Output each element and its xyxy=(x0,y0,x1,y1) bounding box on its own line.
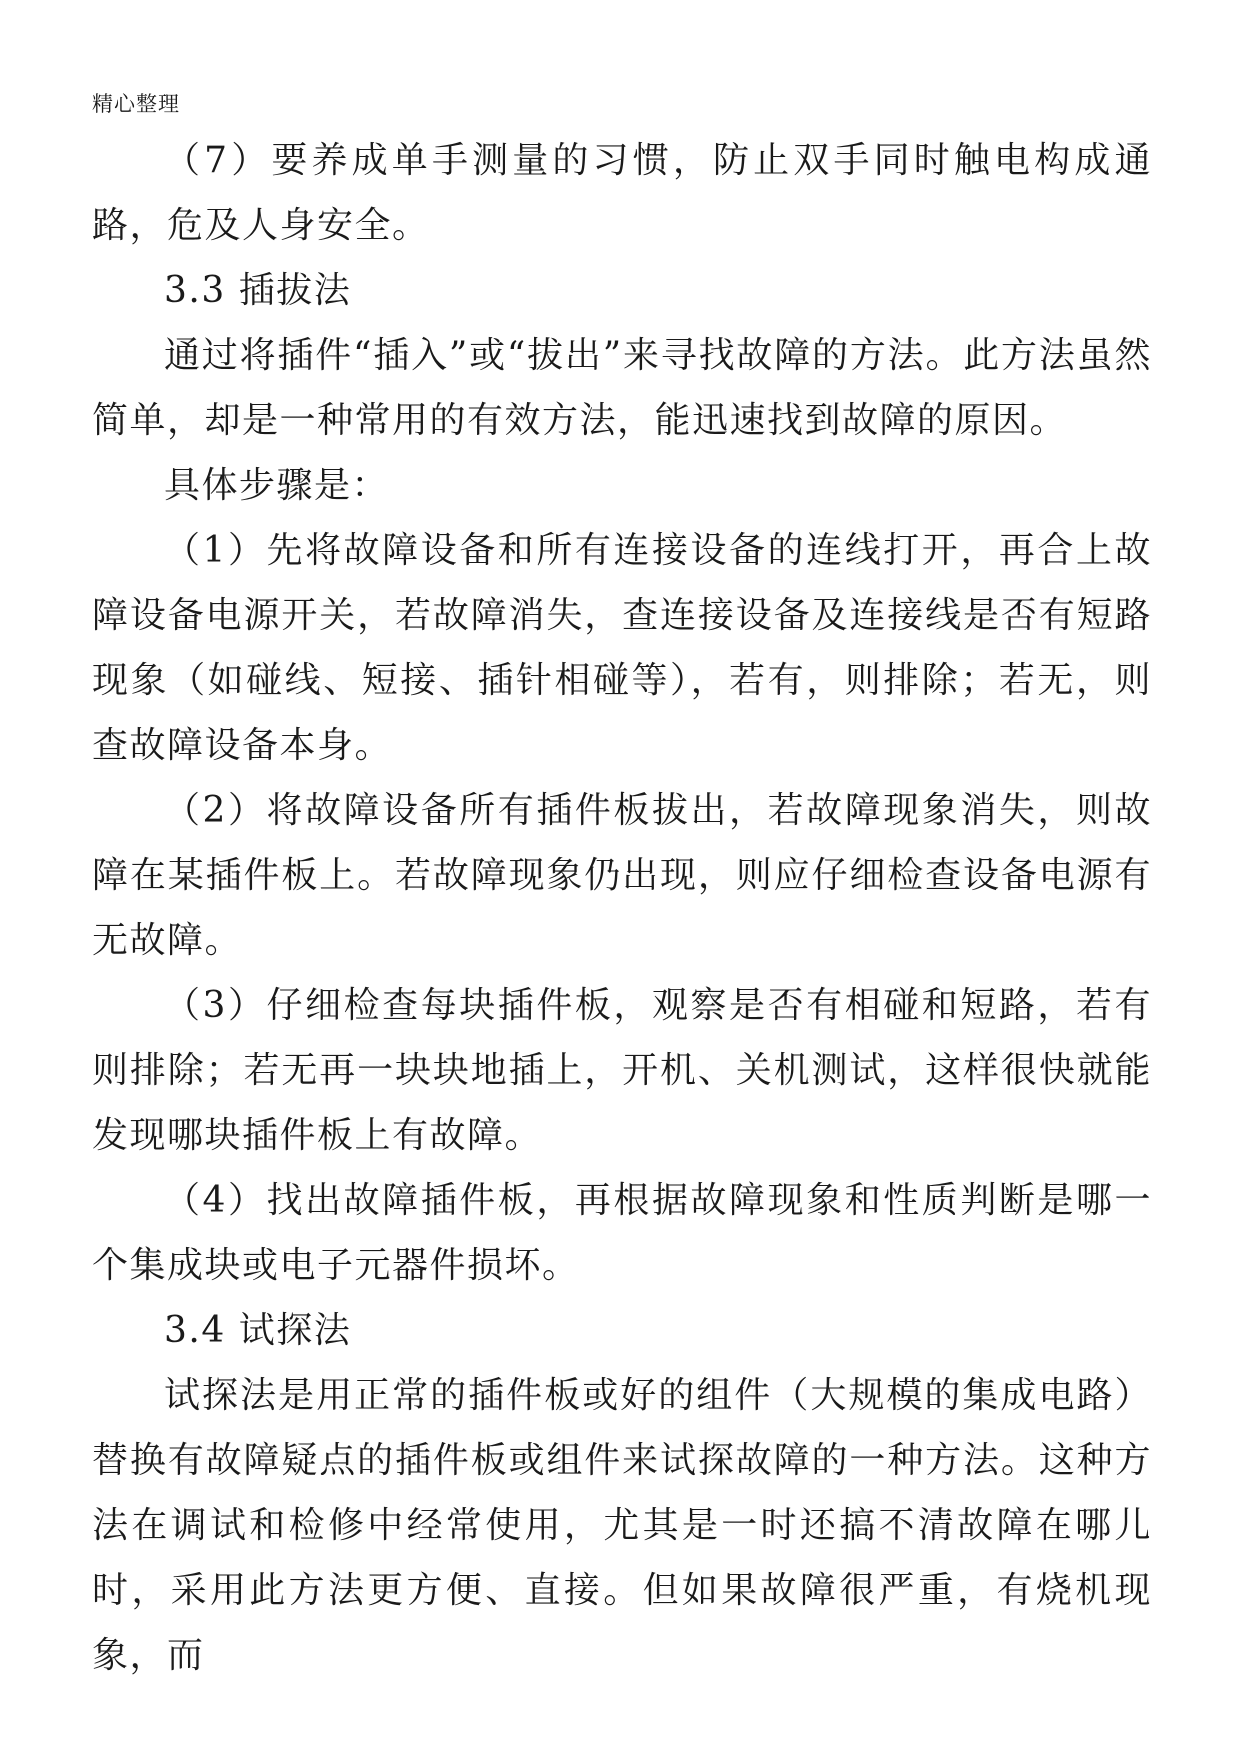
paragraph-step-1: （1）先将故障设备和所有连接设备的连线打开，再合上故障设备电源开关，若故障消失，查连接设备及连接线是否有短路现象（如碰线、短接、插针相碰等），若有，则排除；若无，则查故障设备本身。 xyxy=(92,530,1152,766)
paragraph-item-7: （7）要养成单手测量的习惯，防止双手同时触电构成通路，危及人身安全。 xyxy=(92,140,1152,246)
document-body xyxy=(92,128,1152,1688)
paragraph-plug-method-intro: 通过将插件“插入”或“拔出”来寻找故障的方法。此方法虽然简单，却是一种常用的有效方法，能迅速找到故障的原因。 xyxy=(92,335,1152,441)
paragraph-steps-label: 具体步骤是： xyxy=(164,465,390,506)
paragraph-step-4: （4）找出故障插件板，再根据故障现象和性质判断是哪一个集成块或电子元器件损坏。 xyxy=(92,1180,1152,1286)
page-header: 精心整理 xyxy=(92,92,180,116)
paragraph-step-2: （2）将故障设备所有插件板拔出，若故障现象消失，则故障在某插件板上。若故障现象仍出现，则应仔细检查设备电源有无故障。 xyxy=(92,790,1152,961)
section-heading-3-4: 3.4 试探法 xyxy=(164,1310,352,1351)
section-heading-3-3: 3.3 插拔法 xyxy=(164,270,352,311)
paragraph-step-3: （3）仔细检查每块插件板，观察是否有相碰和短路，若有则排除；若无再一块块地插上，开机、关机测试，这样很快就能发现哪块插件板上有故障。 xyxy=(92,985,1152,1156)
paragraph-trial-method-intro: 试探法是用正常的插件板或好的组件（大规模的集成电路）替换有故障疑点的插件板或组件来试探故障的一种方法。这种方法在调试和检修中经常使用，尤其是一时还搞不清故障在哪儿时，采用此方法更方便、直接。但如果故障很严重，有烧机现象，而 xyxy=(92,1375,1152,1676)
